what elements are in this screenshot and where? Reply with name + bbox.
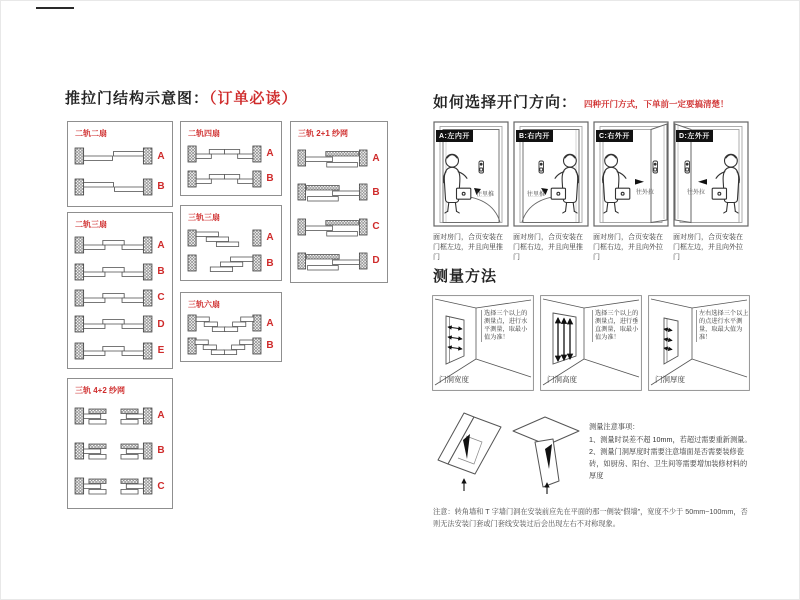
structure-box-2track-2panel	[67, 121, 173, 207]
door-config-diagram	[297, 182, 368, 202]
box-title: 二轨二扇	[75, 129, 107, 138]
option-letter: A	[266, 232, 274, 244]
door-config-diagram	[74, 146, 153, 166]
swing-direction-note: 往里推	[476, 192, 495, 198]
door-config-diagram	[187, 169, 262, 189]
measure-note: 选择三个以上的测量点，进行垂直测量，取最小值为准！	[592, 310, 641, 342]
notice-heading: 测量注意事项：	[589, 422, 640, 431]
option-letter: A	[157, 410, 165, 422]
measure-note: 选择三个以上的测量点，进行水平测量，取最小值为准！	[481, 310, 532, 342]
option-letter: E	[157, 345, 165, 357]
option-letter: A	[372, 152, 380, 164]
door-config-row	[74, 406, 166, 426]
measure-label: 门洞厚度	[655, 375, 685, 384]
structure-box-3track-4plus2-screen	[67, 378, 173, 509]
door-config-row	[74, 476, 166, 496]
door-config-diagram	[74, 235, 153, 255]
door-config-row	[297, 217, 381, 237]
section-title-text: 如何选择开门方向：	[433, 94, 578, 111]
door-caption: 面对房门，合页安装在门框左边，并且向里推门	[433, 234, 503, 261]
measure-thickness-cell	[648, 295, 750, 391]
box-title: 二轨三扇	[75, 220, 107, 229]
measure-note: 左右选择三个以上的点进行水平测量，取最大值为准！	[696, 310, 749, 342]
door-config-row	[74, 441, 166, 461]
section-title-note: （订单必读）	[209, 90, 298, 107]
structure-box-3track-3panel	[180, 205, 282, 281]
door-direction-label: C:右外开	[596, 130, 633, 142]
notice-item: 1、测量时误差不超 10mm，若超过需要重新测量。	[589, 434, 752, 444]
door-config-row	[74, 146, 166, 166]
option-letter: A	[157, 239, 165, 251]
door-config-row	[187, 144, 275, 164]
t-wall-diagram	[507, 401, 587, 496]
structure-box-2track-3panel	[67, 212, 173, 369]
door-option-a	[433, 121, 509, 227]
door-option-c	[593, 121, 669, 227]
door-config-row	[74, 262, 166, 282]
door-direction-section-title	[433, 91, 729, 112]
measure-section-title: 测量方法	[433, 268, 498, 285]
measure-height-cell	[540, 295, 642, 391]
config-rows	[297, 141, 381, 278]
section-title-text: 推拉门结构示意图：	[65, 90, 210, 107]
config-rows	[187, 141, 275, 191]
door-config-diagram	[297, 148, 368, 168]
option-letter: A	[266, 148, 274, 159]
door-caption: 面对房门，合页安装在门框左边，并且向外拉门	[673, 234, 743, 261]
option-letter: B	[157, 266, 165, 278]
option-letter: B	[266, 340, 274, 352]
door-caption: 面对房门，合页安装在门框右边，并且向外拉门	[593, 234, 663, 261]
door-config-row	[187, 228, 275, 248]
measure-notice	[589, 421, 753, 481]
swing-direction-note: 往里推	[527, 192, 546, 198]
config-rows	[187, 225, 275, 276]
door-config-row	[297, 148, 381, 168]
notice-item: 2、测量门洞厚度时需要注意墙面是否需要装修瓷砖，如厨房、阳台、卫生间等需要增加装修材料的厚度	[589, 446, 748, 480]
door-config-diagram	[187, 336, 262, 356]
door-config-diagram	[187, 144, 262, 164]
door-caption: 面对房门，合页安装在门框右边，并且向里推门	[513, 234, 583, 261]
box-title: 三轨 4+2 纱网	[75, 386, 126, 395]
door-config-row	[297, 182, 381, 202]
door-direction-label: A:左内开	[436, 130, 473, 142]
door-direction-label: B:右内开	[516, 130, 553, 142]
door-config-diagram	[74, 406, 153, 426]
config-rows	[74, 141, 166, 202]
option-letter: A	[266, 317, 274, 329]
door-config-diagram	[187, 313, 262, 333]
box-title: 三轨三扇	[188, 213, 220, 222]
swing-direction-note: 往外拉	[687, 190, 706, 196]
option-letter: D	[372, 255, 380, 267]
measure-width-cell	[432, 295, 534, 391]
box-title: 二轨四扇	[188, 129, 220, 138]
option-letter: C	[157, 480, 165, 492]
bottom-note: 注意：转角墙和 T 字墙门洞在安装前应先在平面的那一侧装“假墙”，宽度不少于 50mm~100mm，否则无法安装门套或门套线安装过后会出现左右不对称现象。	[433, 507, 748, 528]
option-letter: C	[372, 221, 380, 233]
structure-box-2track-4panel	[180, 121, 282, 196]
door-config-diagram	[297, 217, 368, 237]
option-letter: C	[157, 292, 165, 304]
door-direction-label: D:左外开	[676, 130, 713, 142]
config-rows	[74, 398, 166, 504]
measure-label: 门洞宽度	[439, 375, 469, 384]
structure-box-3track-6panel	[180, 292, 282, 362]
door-config-diagram	[74, 177, 153, 197]
door-config-diagram	[74, 288, 153, 308]
option-letter: B	[157, 181, 165, 193]
door-config-row	[74, 341, 166, 361]
door-config-row	[187, 253, 275, 273]
door-config-row	[297, 251, 381, 271]
door-option-b	[513, 121, 589, 227]
structure-box-3track-2plus1-screen	[290, 121, 388, 283]
door-config-diagram	[187, 228, 262, 248]
door-config-diagram	[74, 476, 153, 496]
section-title-note: 四种开门方式，下单前一定要搞清楚！	[584, 99, 729, 109]
door-config-row	[74, 314, 166, 334]
door-config-row	[187, 336, 275, 356]
door-config-row	[74, 177, 166, 197]
option-letter: B	[372, 186, 380, 198]
option-letter: B	[266, 173, 274, 184]
option-letter: A	[157, 150, 165, 162]
door-config-diagram	[74, 341, 153, 361]
door-option-d	[673, 121, 749, 227]
option-letter: B	[266, 257, 274, 269]
option-letter: B	[157, 445, 165, 457]
door-config-diagram	[74, 314, 153, 334]
measure-label: 门洞高度	[547, 375, 577, 384]
door-config-row	[187, 169, 275, 189]
door-config-row	[74, 235, 166, 255]
door-config-diagram	[187, 253, 262, 273]
config-rows	[187, 312, 275, 357]
door-config-row	[74, 288, 166, 308]
corner-wall-diagram	[433, 403, 507, 495]
option-letter: D	[157, 318, 165, 330]
box-title: 三轨六扇	[188, 300, 220, 309]
box-title: 三轨 2+1 纱网	[298, 129, 349, 138]
scan-artifact-line	[36, 7, 74, 9]
sliding-door-section-title	[65, 87, 298, 108]
door-config-diagram	[74, 441, 153, 461]
swing-direction-note: 往外拉	[636, 190, 655, 196]
door-config-row	[187, 313, 275, 333]
door-config-diagram	[74, 262, 153, 282]
config-rows	[74, 232, 166, 364]
door-config-diagram	[297, 251, 368, 271]
